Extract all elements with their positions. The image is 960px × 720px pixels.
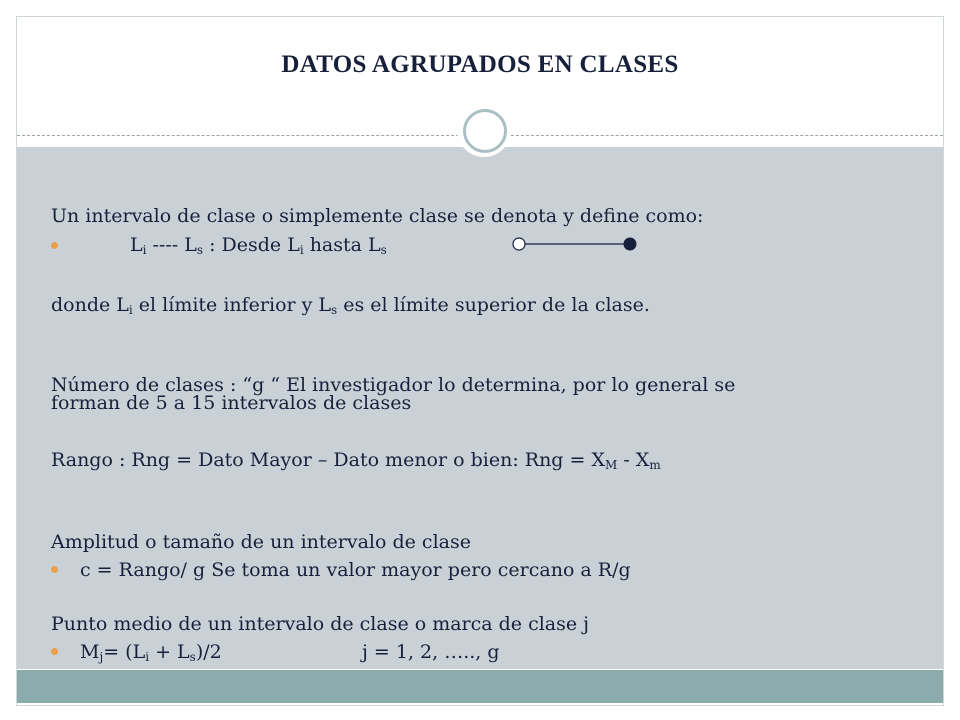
slide-frame <box>16 16 944 706</box>
intro-text: Un intervalo de clase o simplemente clase se denota y define como: <box>51 205 704 227</box>
divider-ring-inner <box>463 109 507 153</box>
bullet-icon <box>51 242 58 249</box>
bullet-icon <box>51 566 58 573</box>
rango-text: Rango : Rng = Dato Mayor – Dato menor o bien: Rng = $X_M - X_m$ <box>51 449 661 472</box>
bullet-icon <box>51 648 58 655</box>
donde-text: donde $L_i$ el límite inferior y $L_s$ es el límite superior de la clase. <box>51 294 650 317</box>
slide-content <box>17 147 943 669</box>
divider-ring-icon <box>457 103 511 157</box>
interval-segment-icon <box>507 233 647 255</box>
punto-medio-formula: $M_j= (L_i + L_s)/2$ <box>80 641 222 664</box>
punto-medio-heading: Punto medio de un intervalo de clase o marca de clase j <box>51 613 590 635</box>
footer-bar <box>17 670 943 703</box>
numero-clases-line2: forman de 5 a 15 intervalos de clases <box>51 392 412 414</box>
amplitud-heading: Amplitud o tamaño de un intervalo de clase <box>51 531 471 553</box>
amplitud-formula: c = Rango/ g Se toma un valor mayor pero cercano a R/g <box>80 559 631 581</box>
numero-clases-line1: Número de clases : “g “ El investigador lo determina, por lo general se <box>51 374 736 396</box>
punto-medio-range: j = 1, 2, ….., g <box>362 641 500 663</box>
interval-notation: $L_i$ ---- $L_s$ : Desde $L_i$ hasta $L_s$ <box>130 234 387 257</box>
slide-title: DATOS AGRUPADOS EN CLASES <box>281 51 679 78</box>
